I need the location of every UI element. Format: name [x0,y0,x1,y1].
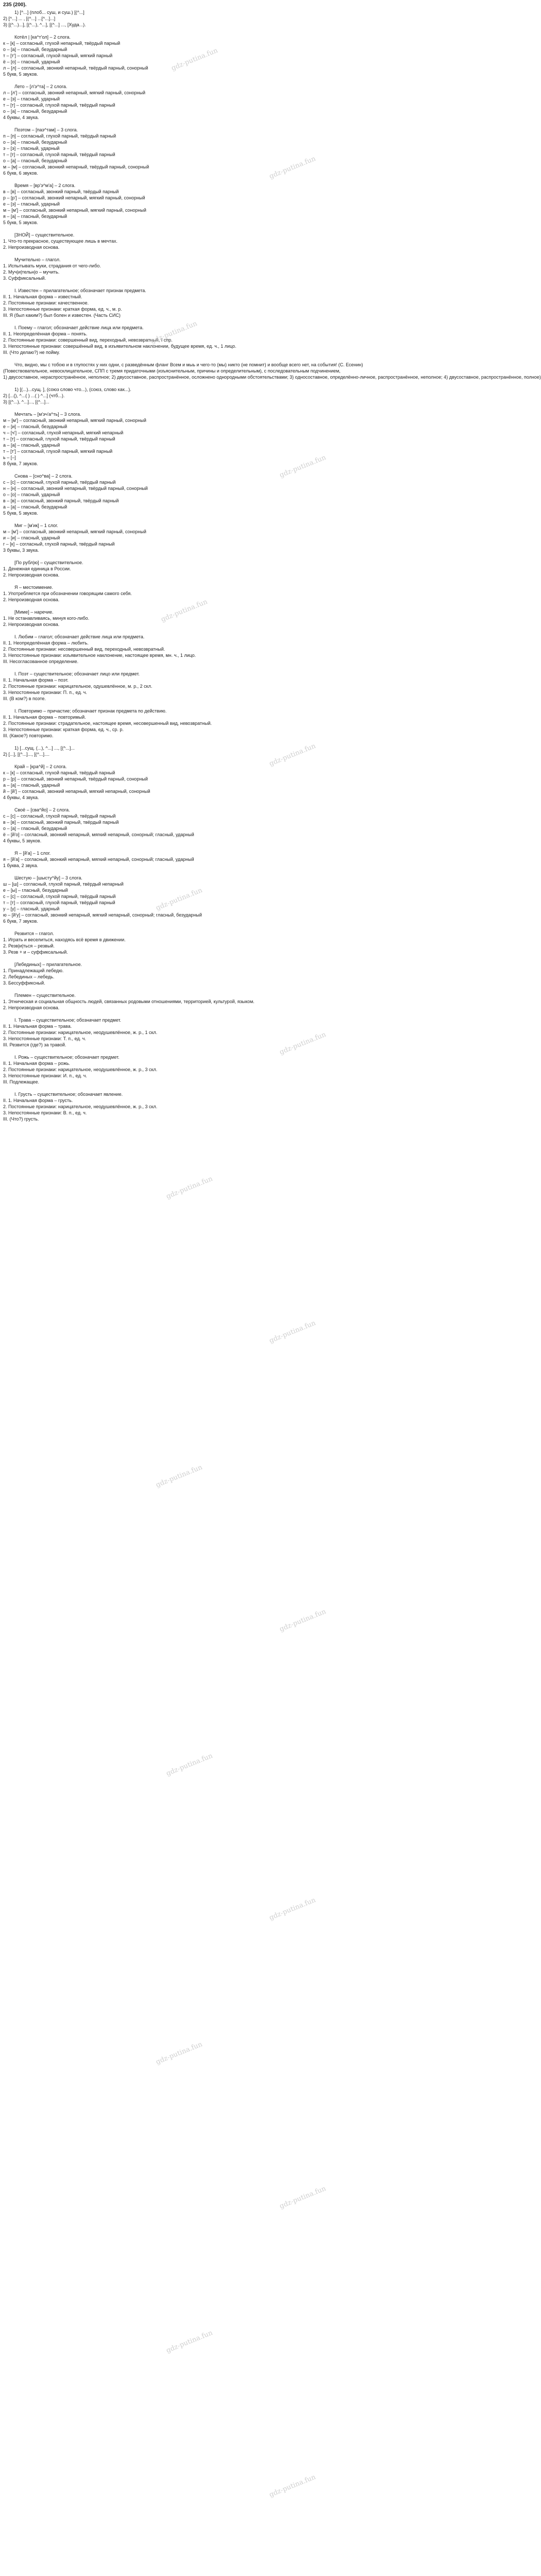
text-line: Племен – существительное. [14,993,76,998]
section-gap [3,1085,409,1091]
section-gap [3,739,409,745]
section-24 [3,875,409,924]
watermark-text: gdz-putina.fun [268,155,317,181]
text-line: Поэтом – [паэ^там] – 3 слога. [14,127,78,132]
text-line: 2. Постоянные признаки: страдательное, настоящее время, несовершенный вид, невозвратный. [3,721,212,726]
text-line: [По рубл|ю] – существительное. [14,560,83,565]
text-line: 4 буквы, 4 звука. [3,115,39,120]
text-line: э – [э] – гласный, ударный [3,146,60,151]
text-line: 3. Непостоянные признаки: И. п., ед. ч. [3,1073,87,1078]
text-line: м – [м'] – согласный, звонкий непарный, мягкий парный, сонорный [3,208,146,213]
text-line: 4 буквы, 4 звука. [3,795,39,800]
watermark-text: gdz-putina.fun [278,2184,327,2211]
text-line: III. Я (был каким?) был болен и известен. (Часть СИС) [3,313,121,318]
text-line: III. (В ком?) в поэте. [3,696,46,701]
text-line: I. Рожь – существительное; обозначает предмет. [14,1055,120,1060]
text-line: с – [с] – согласный, глухой парный, твёрдый парный [3,814,116,819]
text-line: 2. Постоянные признаки: несовершенный вид, переходный, невозвратный. [3,647,165,652]
text-line: 3. Резв + и – суффиксальный. [3,950,68,955]
text-line: 1 буква, 2 звука. [3,863,38,868]
section-8 [3,325,409,355]
text-line: [Миме] – наречие. [14,609,54,615]
text-line: III. Резвится (где?) за травой. [3,1042,66,1047]
text-line: 5 букв, 5 звуков. [3,220,38,225]
section-gap [3,1011,409,1017]
text-line: т – [т'] – согласный, глухой парный, мягкий парный [3,53,113,58]
text-line: 3. Непостоянные признаки: изъявительное наклонение, настоящее время, мн. ч., 1 лицо. [3,653,196,658]
text-line: п – [п] – согласный, глухой парный, твёрдый парный [3,133,116,139]
text-line: Край – [кра^й] – 2 слога. [14,764,67,769]
text-line: я – [а] – гласный, безударный [3,214,67,219]
text-line: [Лебединых] – прилагательное. [14,962,82,967]
section-gap [3,665,409,671]
text-line: 2. Постоянные признаки: качественное. [3,300,89,306]
text-line: III. (Что делаю?) не пойму. [3,350,60,355]
section-23 [3,850,409,869]
text-line: р – [р] – согласный, звонкий непарный, твёрдый парный, сонорный [3,776,148,782]
text-line: I. Известен – прилагательное; обозначает признак предмета. [14,288,146,293]
text-line: 2) [^...] ... , [(^...] ...[^...]...] [3,16,56,21]
section-gap [3,955,409,961]
section-gap [3,757,409,764]
text-line: 1. Не останавливаясь, минуя кого-либо. [3,616,90,621]
section-29 [3,1054,409,1085]
section-gap [3,603,409,609]
text-line: о – [а] – гласный, безударный [3,140,67,145]
section-gap [3,226,409,232]
text-line: т – [т] – согласный, глухой парный, твёрдый парный [3,103,115,108]
section-11 [3,411,409,467]
section-7 [3,287,409,318]
text-line: 6 букв, 7 звуков. [3,919,38,924]
text-line: е – [э] – гласный, ударный [3,96,60,101]
text-line: I. Трава – существительное; обозначает предмет. [14,1018,122,1023]
text-line: о – [а] – гласный, безударный [3,47,67,52]
watermark-text: gdz-putina.fun [165,2329,214,2355]
watermark-text: gdz-putina.fun [278,453,327,480]
section-gap [3,121,409,127]
text-line: I. Поему – глагол; обозначает действие лица или предмета. [14,325,144,330]
text-line: III. (Что?) грусть. [3,1116,39,1122]
text-line: л – [л'] – согласный, звонкий непарный, мягкий парный, сонорный [3,90,145,95]
section-gap [3,578,409,584]
text-line: а – [а] – гласный, ударный [3,783,60,788]
text-line: е – [и] – гласный, безударный [3,424,67,429]
text-line: с – [с] – согласный, глухой парный, твёрдый парный [3,480,116,485]
section-14 [3,560,409,578]
text-line: в – [в] – согласный, звонкий парный, твёрдый парный [3,820,119,825]
text-line: 1) [(...)...сущ. ], (союз слово что...), (союз, слово как...). [14,387,131,392]
text-line: 1. Этническая и социальная общность людей, связанных родовыми отношениями, территорией, культурой, языком. [3,999,255,1004]
section-20 [3,745,409,757]
text-line: 2. Непроизводная основа. [3,1005,60,1010]
text-line: II. 1. Начальная форма – поэт. [3,677,69,683]
text-line: й – [й'] – согласный, звонкий непарный, мягкий непарный, сонорный [3,789,150,794]
section-gap [3,628,409,634]
page-title: 235 (200). [3,2,27,8]
watermark-text: gdz-putina.fun [149,319,198,346]
text-line: Миг – [м'ик] – 1 слог. [14,523,58,528]
text-line: 1. Играть и веселиться, находясь всё время в движении. [3,937,126,942]
text-line: к – [к] – согласный, глухой непарный, твёрдый парный [3,41,121,46]
text-line: 2) [...(), ^...( ) ...( ) ^...] (чтб...). [3,393,65,398]
text-line: 1) [^...] (плоб... суш, и суш.) [(^...] [14,10,84,15]
section-gap [3,553,409,560]
watermark-text: gdz-putina.fun [268,742,317,768]
text-line: I. Грусть – существительное; обозначает явление. [14,1092,123,1097]
text-line: 2. Постоянные признаки: нарицательное, неодушевлённое, ж. р., 1 скл. [3,1030,158,1035]
text-line: II. 1. Начальная форма – рожь. [3,1061,71,1066]
section-17 [3,634,409,665]
text-line: 2. Постоянные признаки: нарицательное, неодушевлённое, ж. р., 3 скл. [3,1104,158,1109]
text-line: ш – [ш] – согласный, глухой парный, твёрдый непарный [3,882,124,887]
section-gap [3,77,409,83]
text-line: м – [м'] – согласный, звонкий непарный, мягкий парный, сонорный [3,529,146,534]
text-line: в – [в] – согласный, звонкий парный, твёрдый парный [3,498,119,503]
section-gap [3,702,409,708]
section-gap [3,516,409,522]
text-line: 3. Непостоянные признаки: совершённый вид, в изъявительном наклонении, будущее время, ед. ч., 1 лицо. [3,344,236,349]
section-gap [3,844,409,850]
section-0 [3,9,409,28]
text-line: а – [а] – гласный, безударный [3,504,67,510]
document [0,0,541,1128]
text-line: 2) [...], [(^...]..., [(^...].... [3,752,49,757]
section-2 [3,83,409,121]
section-12 [3,473,409,516]
watermark-text: gdz-putina.fun [160,598,209,624]
text-line: Котёл | [ка^т'ол] – 2 слога. [14,35,71,40]
text-line: I. Любим – глагол; обозначает действие лица или предмета. [14,634,145,639]
text-line: 6 букв, 6 звуков. [3,171,38,176]
text-line: Я – местоимение. [14,585,53,590]
section-gap [3,986,409,992]
section-21 [3,764,409,801]
text-line: Время – [вр'э^м'а] – 2 слога. [14,183,76,188]
watermark-text: gdz-putina.fun [155,1463,204,1489]
text-line: ч – [ч'] – согласный, глухой непарный, мягкий непарный [3,430,124,435]
section-gap [3,176,409,182]
section-gap [3,869,409,875]
text-line: II. 1. Начальная форма – повторимый. [3,715,86,720]
text-line: 3. Суффиксальный. [3,276,46,281]
section-gap [3,28,409,34]
text-line: 5 букв, 5 звуков. [3,72,38,77]
section-4 [3,182,409,226]
text-line: у – [у] – гласный, ударный [3,906,60,911]
text-line: [ЗНОЙ] – существительное. [14,232,75,238]
section-gap [3,1122,409,1128]
text-line: 2. Непроизводная основа. [3,245,60,250]
text-line: е – [э] – гласный, ударный [3,201,60,207]
text-line: 3. Непостоянные признаки: Т. п., ед. ч. [3,1036,86,1041]
section-27 [3,992,409,1011]
section-gap [3,801,409,807]
section-15 [3,584,409,603]
text-line: Мучительно – глагол. [14,257,61,262]
text-line: 8 букв, 7 звуков. [3,461,38,466]
text-line: и – [и] – гласный, ударный [3,535,60,540]
text-line: 2. Постоянные признаки: совершенный вид, переходный, невозвратный, I спр. [3,337,173,343]
text-line: ь – [–] [3,455,16,460]
text-line: 3) [(^...)...], [(^...), ^...], [(^...] ..., [Худа...). [3,22,86,27]
text-line: II. 1. Неопределённая форма – понять. [3,331,88,336]
section-9 [3,362,541,380]
section-gap [3,380,409,386]
text-line: I. Поэт – существительное; обозначает лицо или предмет. [14,671,140,676]
watermark-text: gdz-putina.fun [268,2473,317,2499]
text-line: р – [р'] – согласный, звонкий непарный, мягкий парный, сонорный [3,195,145,200]
text-line: 1. Употребляется при обозначении говорящим самого себя. [3,591,132,596]
watermark-text: gdz-putina.fun [165,1752,214,1778]
text-line: 1) [...сущ. (...), ^...] ..., [(^...]... [14,745,75,751]
text-line: 2. Непроизводная основа. [3,597,60,602]
text-line: 3. Непостоянные признаки: П. п., ед. ч. [3,690,87,695]
text-line: ё – [й'о] – согласный, звонкий непарный, мягкий непарный, сонорный; гласный, ударный [3,832,194,837]
text-line: 3. Непостоянные признаки: краткая форма, ед. ч., м. р. [3,307,122,312]
watermark-text: gdz-putina.fun [268,1319,317,1345]
text-line: 3 буквы, 3 звука. [3,548,39,553]
text-line: Своё – [сва^йо] – 2 слога. [14,807,70,812]
text-line: Что, видно, мы с тобою и в глупостях у них одни, с разведённым фланг Всем и мыь и чего-то (мы) никто (не помнит) и вообще всего нет, на события! (С. Есенин) [14,362,363,367]
section-gap [3,318,409,325]
text-line: 1. Денежная единица в России. [3,566,71,571]
text-line: 3. Бессуффиксный. [3,980,45,986]
text-line: м – [м] – согласный, звонкий непарный, твёрдый парный, сонорный [3,164,149,170]
section-3 [3,127,409,176]
text-line: Резвится – глагол. [14,931,54,936]
watermark-text: gdz-putina.fun [278,1607,327,1634]
text-line: 2. Постоянные признаки: нарицательное, неодушевлённое, ж. р., 3 скл. [3,1067,158,1072]
text-line: Я – [й'а] – 1 слог. [14,851,51,856]
text-line: в – [в] – согласный, звонкий парный, твёрдый парный [3,189,119,194]
section-16 [3,609,409,628]
section-gap [3,924,409,930]
text-line: 3) [(^...), ^...]..., [(^...]... [3,399,49,404]
text-line: 1. Принадлежащий лебедю. [3,968,64,973]
text-line: 2. Муч|и|тельн|о – мучить. [3,269,60,275]
section-1 [3,34,409,77]
text-line: а – [а] – гласный, ударный [3,443,60,448]
watermark-text: gdz-putina.fun [170,46,219,73]
text-line: 3. Непостоянные признаки: краткая форма, ед. ч., ср. р. [3,727,124,732]
section-6 [3,257,409,281]
section-gap [3,250,409,257]
text-line: III. Подлежащее. [3,1079,40,1084]
text-line: II. 1. Неопределённая форма – любить. [3,640,89,646]
text-line: о – [а] – гласный, безударный [3,158,67,163]
text-line: Лето – [л'э^та] – 2 слога. [14,84,67,89]
section-18 [3,671,409,702]
text-line: 1. Испытывать муки, страдания от чего-либо. [3,263,101,268]
section-gap [3,1048,409,1054]
text-line: 3. Непостоянные признаки: В. п., ед. ч. [3,1110,87,1115]
text-line: к – [к] – согласный, глухой парный, твёрдый парный [3,770,115,775]
watermark-text: gdz-putina.fun [268,1896,317,1922]
text-line: 1. Что-то прекрасное, существующее лишь в мечтах. [3,239,118,244]
sections-container [3,9,541,1128]
text-line: о – [о] – гласный, ударный [3,492,60,497]
text-line: т – [т] – согласный, глухой парный, твёрдый парный [3,436,115,442]
section-26 [3,961,409,986]
section-30 [3,1091,409,1122]
text-line: ю – [й'у] – согласный, звонкий непарный, мягкий непарный, сонорный; гласный, безударный [3,912,202,918]
watermark-text: gdz-putina.fun [155,886,204,912]
text-line: Снова – [сно^ва] – 2 слога. [14,473,73,479]
section-gap [3,405,409,411]
text-line: т – [т] – согласный, глухой парный, твёрдый парный [3,152,115,157]
text-line: о – [а] – гласный, безударный [3,826,67,831]
watermark-text: gdz-putina.fun [165,1175,214,1201]
text-line: 2. Резв|и|ться – резвый. [3,943,55,948]
text-line: II. 1. Начальная форма – трава. [3,1024,72,1029]
watermark-text: gdz-putina.fun [278,1030,327,1057]
text-line: ё – [о] – гласный, ударный [3,59,60,64]
text-line: т – [т'] – согласный, глухой парный, мягкий парный [3,449,113,454]
text-line: I. Повторимо – причастие; обозначает признак предмета по действию. [14,708,167,714]
text-line: н – [н] – согласный, звонкий непарный, твёрдый парный, сонорный [3,486,148,491]
text-line: г – [к] – согласный, глухой парный, твёрдый парный [3,541,115,547]
text-line: 4 буквы, 5 звуков. [3,838,42,843]
text-line: 2. Лебединых – лебедь. [3,974,55,979]
section-gap [3,467,409,473]
watermark-text: gdz-putina.fun [155,2040,204,2066]
text-line: (Повествовательное, невосклицательное, СПП с тремя придаточными (изъяснительным, причины и определительным), с последовательным подчинением, [3,368,341,374]
text-line: 5 букв, 5 звуков. [3,511,38,516]
text-line: м – [м'] – согласный, звонкий непарный, мягкий парный, сонорный [3,418,146,423]
text-line: л – [л] – согласный, звонкий непарный, твёрдый парный, сонорный [3,65,148,71]
text-line: Мечтать – [м'эч'а^ть] – 3 слога. [14,412,81,417]
text-line: 2. Непроизводная основа. [3,622,60,627]
section-5 [3,232,409,250]
section-gap [3,355,409,362]
section-25 [3,930,409,955]
section-28 [3,1017,409,1048]
text-line: с – [с] – согласный, глухой парный, твёрдый парный [3,894,116,899]
section-gap [3,281,409,287]
text-line: Шестую – [шысту^йу] – 3 слога. [14,875,82,880]
text-line: е – [ы] – гласный, безударный [3,888,68,893]
text-line: II. 1. Начальная форма – грусть. [3,1098,73,1103]
text-line: я – [й'а] – согласный, звонкий непарный, мягкий непарный, сонорный; гласный, ударный [3,857,194,862]
section-22 [3,807,409,844]
text-line: т – [т] – согласный, глухой парный, твёрдый парный [3,900,115,905]
text-line: 1) двусоставное, нераспространённое, неполное; 2) двусоставное, распространённое, осложнено однородными обстоятельствами; 3) односоставное, определённо-личное, распространённое, неполное; 4) двусоставное, распространённое, полное) [3,375,541,380]
text-line: III. Несогласованное определение. [3,659,79,664]
text-line: III. (Какое?) повторимо. [3,733,54,738]
text-line: 2. Непроизводная основа. [3,572,60,578]
text-line: о – [а] – гласный, безударный [3,109,67,114]
section-19 [3,708,409,739]
text-line: 2. Постоянные признаки: нарицательное, одушевлённое, м. р., 2 скл. [3,684,153,689]
text-line: II. 1. Начальная форма – известный. [3,294,82,299]
section-10 [3,386,409,405]
section-13 [3,522,409,553]
